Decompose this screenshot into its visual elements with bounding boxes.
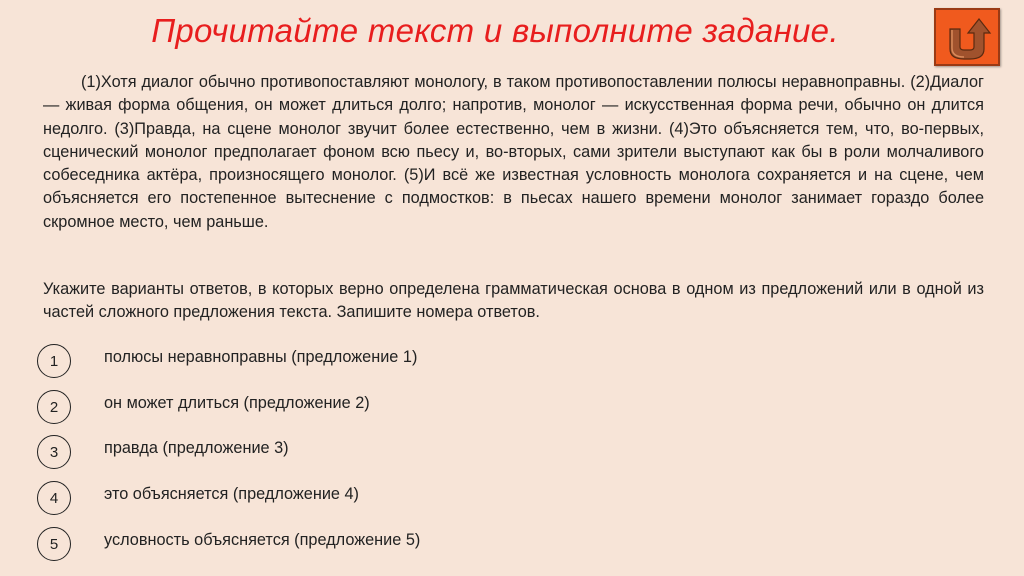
- option-number-badge: 2: [37, 390, 71, 424]
- slide-title: Прочитайте текст и выполните задание.: [151, 12, 839, 49]
- option-number-badge: 4: [37, 481, 71, 515]
- option-label: полюсы неравноправны (предложение 1): [104, 348, 418, 366]
- back-button[interactable]: [934, 8, 1000, 66]
- option-number-badge: 5: [37, 527, 71, 561]
- option-label: условность объясняется (предложение 5): [104, 531, 421, 549]
- option-label: это объясняется (предложение 4): [104, 485, 359, 503]
- answer-option-2[interactable]: [37, 390, 637, 424]
- answer-option-4[interactable]: [37, 481, 637, 515]
- answer-option-3[interactable]: [37, 435, 637, 469]
- answer-option-1[interactable]: [37, 344, 637, 378]
- text-passage: (1)Хотя диалог обычно противопоставляют монологу, в таком противопоставлении полюсы неравноправны. (2)Диалог — живая форма общения, он может длиться долго; напротив, монолог — искусственная форма речи, обычно он длится недолго. (3)Правда, на сцене монолог звучит более естественно, чем в жизни. (4)Это объясняется тем, что, во-первых, сценический монолог предполагает фоном всю пьесу и, во-вторых, сами зрители выступают как бы в роли молчаливого собеседника актёра, произносящего монолог. (5)И всё же известная условность монолога сохраняется и на сцене, чем объясняется его постепенное вытеснение с подмостков: в пьесах нашего времени монолог занимает гораздо более скромное место, чем раньше.: [43, 73, 984, 231]
- option-label: он может длиться (предложение 2): [104, 394, 370, 412]
- u-turn-arrow-icon: [940, 13, 996, 63]
- option-number-badge: 1: [37, 344, 71, 378]
- option-number-badge: 3: [37, 435, 71, 469]
- answer-option-5[interactable]: [37, 527, 637, 561]
- task-instruction: Укажите варианты ответов, в которых верно определена грамматическая основа в одном из предложений или в одной из частей сложного предложения текста. Запишите номера ответов.: [43, 280, 984, 322]
- option-label: правда (предложение 3): [104, 439, 289, 457]
